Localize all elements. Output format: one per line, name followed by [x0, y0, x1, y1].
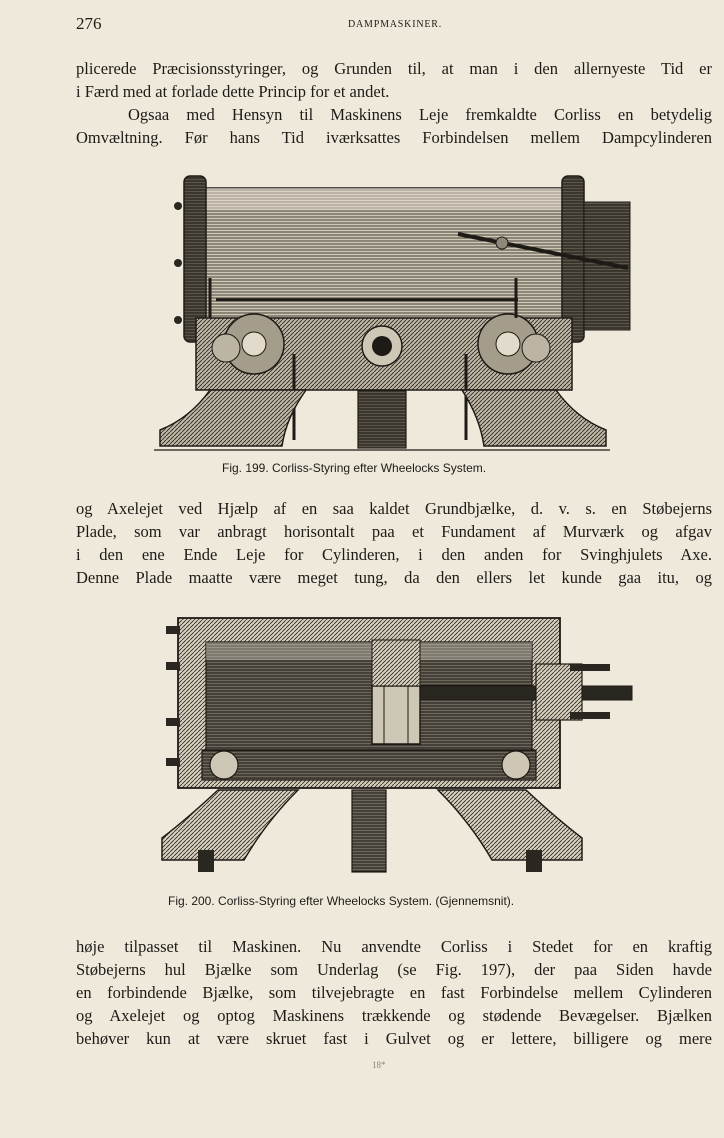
right-foot: [438, 790, 582, 860]
left-foot: [162, 790, 298, 860]
exhaust-valve-chamber: [202, 750, 536, 780]
figure-200-caption: Fig. 200. Corliss-Styring efter Wheelocks System. (Gjennemsnit).: [168, 894, 515, 908]
piston-rod: [420, 686, 632, 700]
text-line: Ogsaa med Hensyn til Maskinens Leje fremkaldte Corliss en betydelig: [128, 105, 712, 124]
text-line: Denne Plade maatte være meget tung, da den ellers let kunde gaa itu, og: [76, 568, 712, 587]
text-line: Omvæltning. Før hans Tid iværksattes Forbindelsen mellem Dampcylinderen: [76, 128, 712, 147]
text-line: i Færd med at forlade dette Princip for et andet.: [76, 82, 390, 101]
paragraph-3: [76, 935, 712, 1050]
text-line: en forbindende Bjælke, som tilvejebragte en fast Forbindelse mellem Cylinderen: [76, 983, 712, 1002]
text-line: Plade, som var anbragt horisontalt paa et Fundament af Murværk og afgav: [76, 522, 712, 541]
running-title: DAMPMASKINER.: [348, 19, 443, 30]
right-exhaust-valve: [502, 751, 530, 779]
right-foot: [462, 390, 606, 446]
paragraph-2: [76, 497, 712, 589]
page-number: 276: [76, 14, 102, 33]
text-line: behøver kun at være skruet fast i Gulvet og er lettere, billigere og mere: [76, 1029, 712, 1048]
text-line: og Axelejet ved Hjælp af en saa kaldet Grundbjælke, d. v. s. en Støbejerns: [76, 499, 712, 518]
piston: [372, 686, 420, 744]
text-line: og Axelejet og optog Maskinens trækkende og stødende Bevægelser. Bjælken: [76, 1006, 712, 1025]
paragraph-1: [76, 57, 712, 149]
text-line: høje tilpasset til Maskinen. Nu anvendte Corliss i Stedet for en kraftig: [76, 937, 712, 956]
figure-199-caption: Fig. 199. Corliss-Styring efter Wheelocks System.: [222, 461, 487, 475]
left-flange: [184, 176, 206, 342]
stuffing-box: [536, 664, 582, 720]
exhaust-pipe: [352, 790, 386, 872]
figure-199-illustration: [150, 168, 632, 458]
page-header: [76, 14, 712, 36]
signature-mark: 18*: [372, 1060, 386, 1070]
text-line: i den ene Ende Leje for Cylinderen, i den anden for Svinghjulets Axe.: [76, 545, 712, 564]
exhaust-pipe: [358, 390, 406, 448]
text-line: Støbejerns hul Bjælke som Underlag (se Fig. 197), der paa Siden havde: [76, 960, 712, 979]
left-exhaust-valve: [210, 751, 238, 779]
figure-200-illustration: [158, 612, 638, 884]
left-foot: [160, 390, 306, 446]
text-line: plicerede Præcisionsstyringer, og Grunden til, at man i den allernyeste Tid er: [76, 59, 712, 78]
